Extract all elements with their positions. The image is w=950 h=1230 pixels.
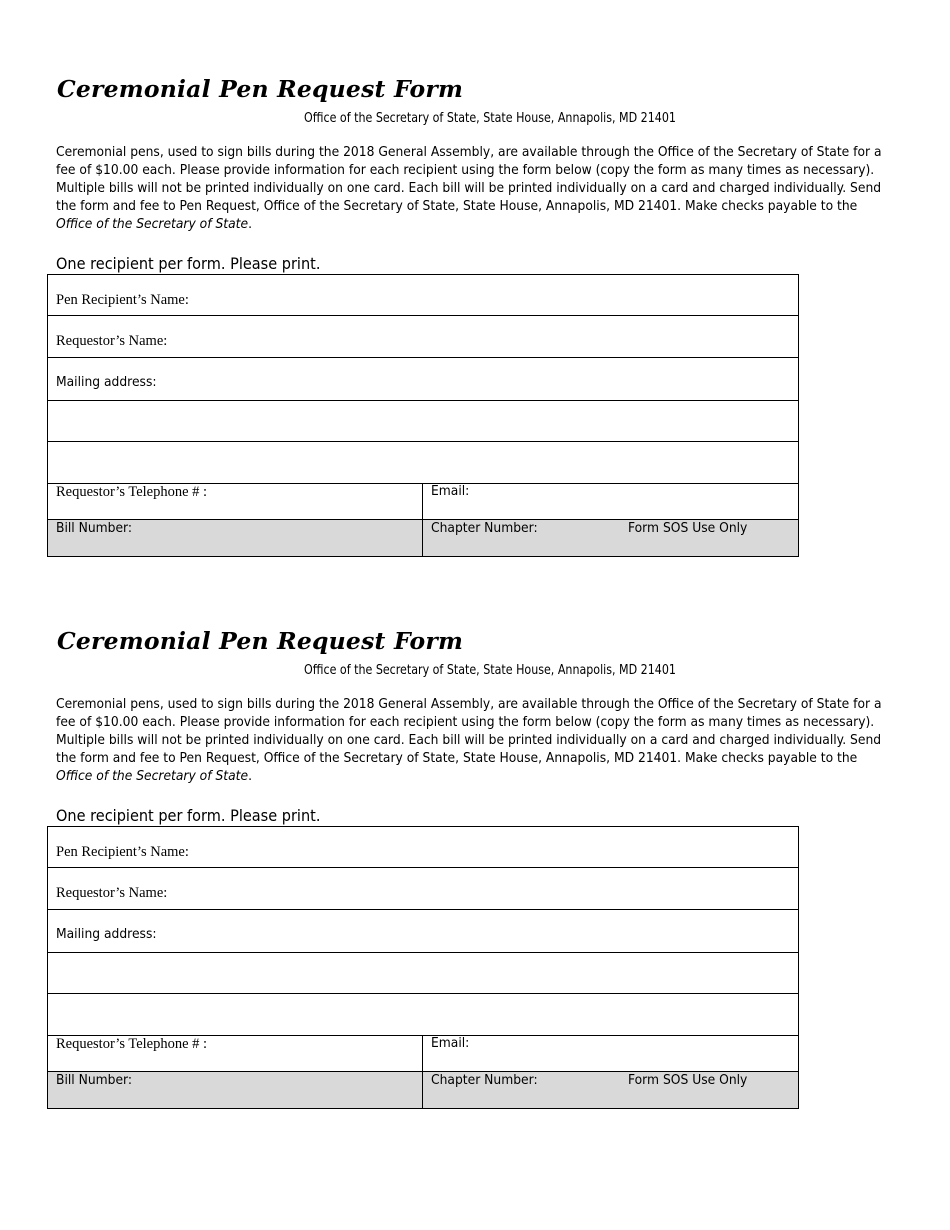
form-instruction: One recipient per form. Please print. [56, 255, 321, 273]
mailing-address-label: Mailing address: [56, 927, 157, 942]
email-label: Email: [431, 484, 470, 499]
intro-text: Ceremonial pens, used to sign bills during the 2018 General Assembly, are available through the Office of the Secretary of State for a fee of $10.00 each. Please provide information for each recipient using the form below (copy the form as many times as necessary). Multiple bills will not be printed individually on one card. Each bill will be printed individually on a card and charged individually. Send the form and fee to Pen Request, Office of the Secretary of State, State House, Annapolis, MD 21401. Make checks payable to the [56, 145, 882, 214]
requestor-name-label: Requestor’s Name: [56, 885, 168, 901]
pen-recipient-name-label: Pen Recipient’s Name: [56, 844, 189, 860]
contact-row [48, 1036, 798, 1072]
office-address: Office of the Secretary of State, State House, Annapolis, MD 21401 [304, 111, 676, 126]
form-instruction: One recipient per form. Please print. [56, 807, 321, 825]
mailing-address-line-3[interactable] [48, 442, 798, 484]
email-field[interactable] [423, 484, 798, 519]
intro-paragraph [56, 696, 884, 786]
pen-recipient-name-label: Pen Recipient’s Name: [56, 292, 189, 308]
telephone-label: Requestor’s Telephone # : [56, 484, 208, 500]
bill-number-field[interactable] [48, 520, 423, 556]
intro-end: . [248, 217, 253, 232]
mailing-address-field[interactable] [48, 358, 798, 401]
email-field[interactable] [423, 1036, 798, 1071]
mailing-address-line-2[interactable] [48, 953, 798, 994]
intro-end: . [248, 769, 253, 784]
requestor-name-field[interactable] [48, 868, 798, 910]
chapter-number-field[interactable] [423, 520, 798, 556]
email-label: Email: [431, 1036, 470, 1051]
pen-recipient-name-field[interactable] [48, 827, 798, 868]
requestor-name-label: Requestor’s Name: [56, 333, 168, 349]
requestor-name-field[interactable] [48, 316, 798, 358]
intro-text: Ceremonial pens, used to sign bills during the 2018 General Assembly, are available through the Office of the Secretary of State for a fee of $10.00 each. Please provide information for each recipient using the form below (copy the form as many times as necessary). Multiple bills will not be printed individually on one card. Each bill will be printed individually on a card and charged individually. Send the form and fee to Pen Request, Office of the Secretary of State, State House, Annapolis, MD 21401. Make checks payable to the [56, 697, 882, 766]
telephone-field[interactable] [48, 484, 423, 519]
sos-use-only-label: Form SOS Use Only [628, 1073, 748, 1088]
bill-number-label: Bill Number: [56, 521, 133, 536]
office-use-row [48, 1072, 798, 1108]
chapter-number-label: Chapter Number: [431, 521, 538, 536]
office-use-row [48, 520, 798, 556]
bill-number-field[interactable] [48, 1072, 423, 1108]
chapter-number-field[interactable] [423, 1072, 798, 1108]
bill-number-label: Bill Number: [56, 1073, 133, 1088]
mailing-address-field[interactable] [48, 910, 798, 953]
form-table [47, 826, 799, 1109]
mailing-address-line-2[interactable] [48, 401, 798, 442]
intro-payee: Office of the Secretary of State [56, 217, 249, 232]
mailing-address-line-3[interactable] [48, 994, 798, 1036]
intro-paragraph [56, 144, 884, 234]
form-title: Ceremonial Pen Request Form [57, 75, 464, 103]
intro-payee: Office of the Secretary of State [56, 769, 249, 784]
form-title: Ceremonial Pen Request Form [57, 627, 464, 655]
telephone-field[interactable] [48, 1036, 423, 1071]
sos-use-only-label: Form SOS Use Only [628, 521, 748, 536]
mailing-address-label: Mailing address: [56, 375, 157, 390]
contact-row [48, 484, 798, 520]
form-table [47, 274, 799, 557]
office-address: Office of the Secretary of State, State House, Annapolis, MD 21401 [304, 663, 676, 678]
pen-recipient-name-field[interactable] [48, 275, 798, 316]
telephone-label: Requestor’s Telephone # : [56, 1036, 208, 1052]
chapter-number-label: Chapter Number: [431, 1073, 538, 1088]
